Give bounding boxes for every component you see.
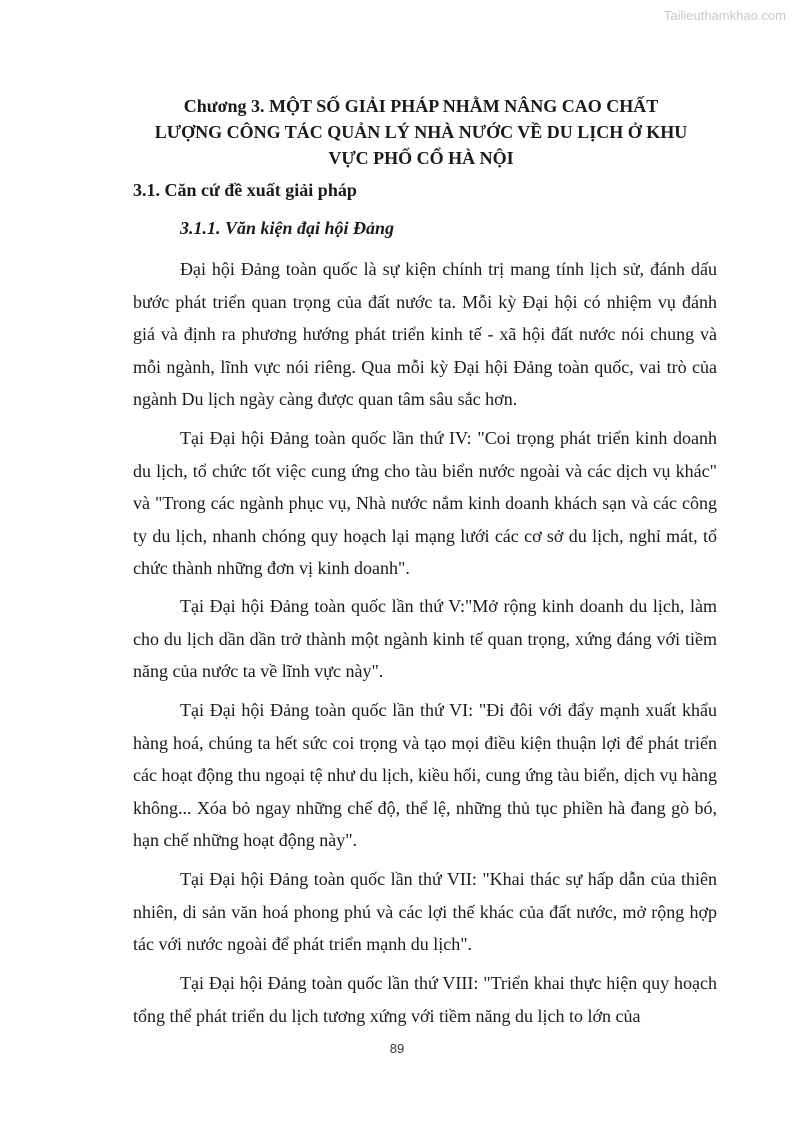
paragraph-congress-vii: Tại Đại hội Đảng toàn quốc lần thứ VII: "Khai thác sự hấp dẫn của thiên nhiên, di sản văn hoá phong phú và các lợi thế khác của đất nước, mở rộng hợp tác với nước ngoài để phát triển mạnh du lịch".	[133, 869, 717, 955]
paragraph-intro: Đại hội Đảng toàn quốc là sự kiện chính trị mang tính lịch sử, đánh dấu bước phát triển quan trọng của đất nước ta. Mỗi kỳ Đại hội có nhiệm vụ đánh giá và định ra phương hướng phát triển kinh tế - xã hội đất nước nói chung và mỗi ngành, lĩnh vực nói riêng. Qua mỗi kỳ Đại hội Đảng toàn quốc, vai trò của ngành Du lịch ngày càng được quan tâm sâu sắc hơn.	[133, 259, 717, 410]
section-heading: 3.1. Căn cứ đề xuất giải pháp	[133, 180, 357, 200]
paragraph-congress-iv: Tại Đại hội Đảng toàn quốc lần thứ IV: "Coi trọng phát triển kinh doanh du lịch, tổ chức tốt việc cung ứng cho tàu biển nước ngoài và các dịch vụ khác" và "Trong các ngành phục vụ, Nhà nước nắm kinh doanh khách sạn và các công ty du lịch, nhanh chóng quy hoạch lại mạng lưới các cơ sở du lịch, nghỉ mát, tổ chức thành những đơn vị kinh doanh".	[133, 428, 717, 579]
chapter-title	[90, 93, 752, 171]
paragraph-congress-viii: Tại Đại hội Đảng toàn quốc lần thứ VIII: "Triển khai thực hiện quy hoạch tổng thể phát triển du lịch tương xứng với tiềm năng du lịch to lớn của	[133, 973, 717, 1026]
watermark: Tailieuthamkhao.com	[663, 8, 786, 23]
chapter-title-line: Chương 3. MỘT SỐ GIẢI PHÁP NHẰM NÂNG CAO CHẤT	[183, 96, 659, 116]
subsection-heading: 3.1.1. Văn kiện đại hội Đảng	[180, 218, 395, 238]
paragraph-congress-v: Tại Đại hội Đảng toàn quốc lần thứ V:"Mở rộng kinh doanh du lịch, làm cho du lịch dần dần trở thành một ngành kinh tế quan trọng, xứng đáng với tiềm năng của nước ta về lĩnh vực này".	[133, 596, 717, 682]
page-number: 89	[389, 1041, 405, 1056]
chapter-title-line: LƯỢNG CÔNG TÁC QUẢN LÝ NHÀ NƯỚC VỀ DU LỊCH Ở KHU	[154, 122, 688, 142]
chapter-title-line: VỰC PHỐ CỔ HÀ NỘI	[328, 148, 514, 168]
paragraph-congress-vi: Tại Đại hội Đảng toàn quốc lần thứ VI: "Đi đôi với đẩy mạnh xuất khẩu hàng hoá, chúng ta hết sức coi trọng và tạo mọi điều kiện thuận lợi để phát triển các hoạt động thu ngoại tệ như du lịch, kiều hối, cung ứng tàu biển, dịch vụ hàng không... Xóa bỏ ngay những chế độ, thể lệ, những thủ tục phiền hà đang gò bó, hạn chế những hoạt động này".	[133, 700, 717, 851]
